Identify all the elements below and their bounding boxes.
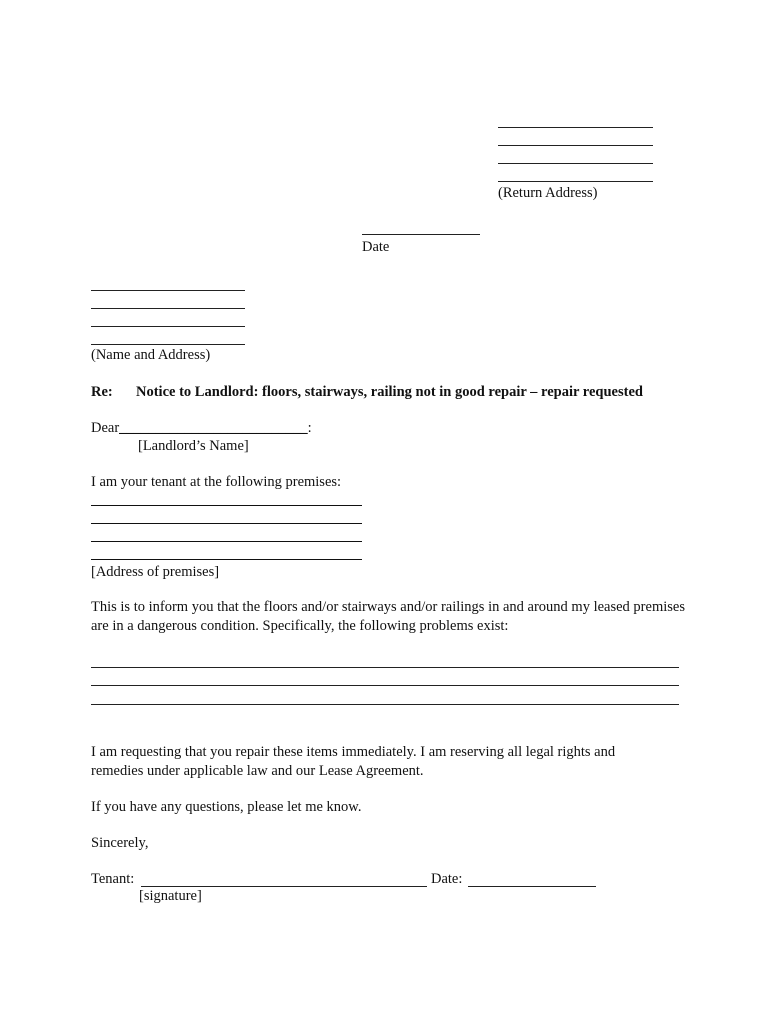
return-address-label: (Return Address): [498, 185, 598, 201]
recipient-line-1[interactable]: [91, 290, 245, 291]
premises-label: [Address of premises]: [91, 564, 220, 580]
premises-line-3[interactable]: [91, 541, 362, 542]
date-line[interactable]: [362, 234, 480, 235]
recipient-line-3[interactable]: [91, 326, 245, 327]
problem-line-1[interactable]: [91, 667, 679, 668]
re-label: Re:: [91, 384, 113, 400]
recipient-line-2[interactable]: [91, 308, 245, 309]
problem-line-3[interactable]: [91, 704, 679, 705]
landlord-name-blank[interactable]: __________________________: [119, 420, 308, 436]
problem-line-2[interactable]: [91, 685, 679, 686]
signature-date-line[interactable]: [468, 886, 596, 887]
return-address-line-2[interactable]: [498, 145, 653, 146]
questions-text: If you have any questions, please let me know.: [91, 799, 362, 815]
dear-word: Dear: [91, 420, 120, 436]
date-label: Date: [362, 239, 390, 255]
signature-date-label: Date:: [431, 871, 463, 887]
return-address-line-4[interactable]: [498, 181, 653, 182]
recipient-line-4[interactable]: [91, 344, 245, 345]
tenant-label: Tenant:: [91, 871, 135, 887]
return-address-line-1[interactable]: [498, 127, 653, 128]
request-paragraph: I am requesting that you repair these items immediately. I am reserving all legal rights and remedies under applicable law and our Lease Agreement.: [91, 744, 616, 779]
subject-text: Notice to Landlord: floors, stairways, railing not in good repair – repair requested: [136, 384, 643, 400]
premises-intro: I am your tenant at the following premises:: [91, 474, 342, 490]
sincerely-text: Sincerely,: [91, 835, 149, 851]
landlord-name-label: [Landlord’s Name]: [138, 438, 249, 454]
dear-text: [91, 419, 312, 437]
premises-line-2[interactable]: [91, 523, 362, 524]
salutation-colon: :: [307, 420, 312, 436]
inform-paragraph: This is to inform you that the floors and/or stairways and/or railings in and around my leased premises are in a dangerous condition. Specifically, the following problems exist:: [91, 599, 685, 634]
recipient-label: (Name and Address): [91, 347, 211, 363]
signature-label: [signature]: [139, 888, 202, 904]
premises-line-1[interactable]: [91, 505, 362, 506]
return-address-line-3[interactable]: [498, 163, 653, 164]
premises-line-4[interactable]: [91, 559, 362, 560]
